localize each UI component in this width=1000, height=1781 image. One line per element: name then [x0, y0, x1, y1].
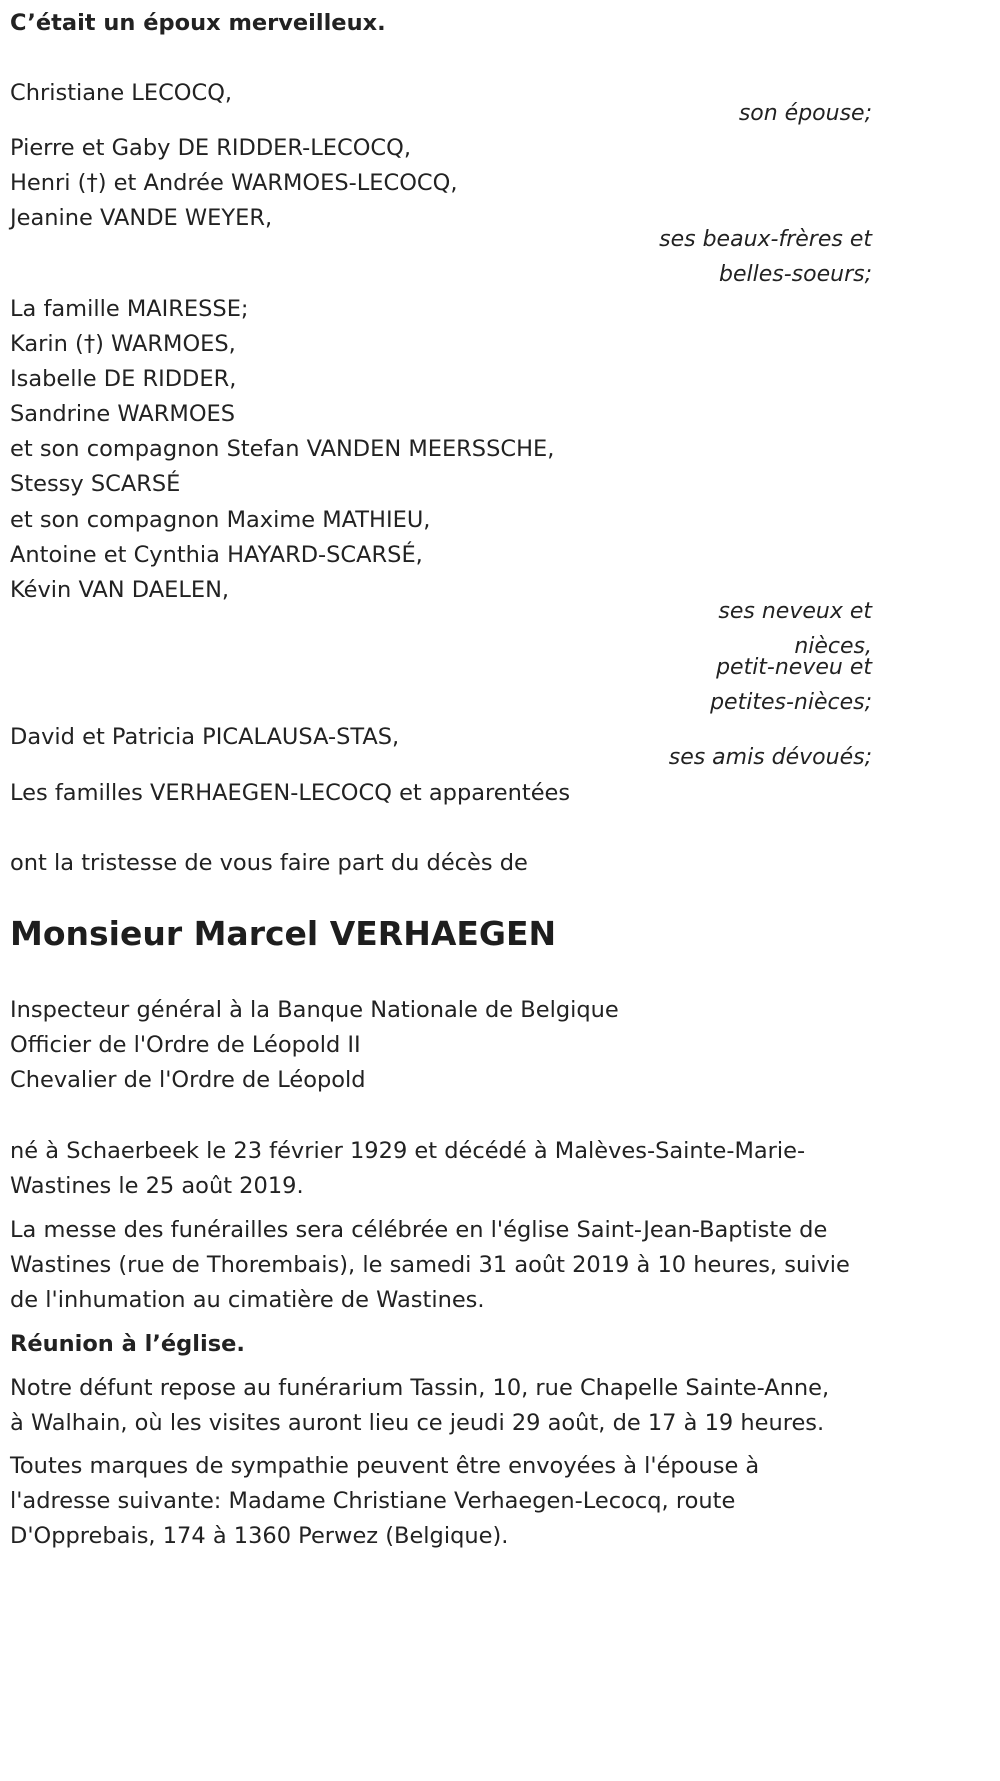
visitation-line: Notre défunt repose au funérarium Tassin, 10, rue Chapelle Sainte-Anne, — [10, 1375, 830, 1401]
nephew-name: et son compagnon Stefan VANDEN MEERSSCHE, — [10, 436, 555, 462]
families-line: Les familles VERHAEGEN-LECOCQ et apparentées — [10, 780, 571, 806]
nephews-role: petit-neveu et — [716, 655, 872, 680]
nephew-name: Antoine et Cynthia HAYARD-SCARSÉ, — [10, 542, 423, 568]
sympathy-line: Toutes marques de sympathie peuvent être envoyées à l'épouse à — [10, 1453, 760, 1479]
intro-line: C’était un époux merveilleux. — [10, 10, 386, 36]
nephew-name: et son compagnon Maxime MATHIEU, — [10, 507, 431, 533]
nephew-name: Kévin VAN DAELEN, — [10, 577, 230, 603]
nephews-role: nièces, — [794, 634, 872, 659]
spouse-role: son épouse; — [738, 101, 872, 126]
in-laws-role: ses beaux-frères et — [659, 227, 872, 252]
nephew-name: Karin (†) WARMOES, — [10, 331, 236, 357]
deceased-name: Monsieur Marcel VERHAEGEN — [10, 914, 557, 953]
title-line: Inspecteur général à la Banque Nationale de Belgique — [10, 997, 619, 1023]
nephew-name: Sandrine WARMOES — [10, 401, 236, 427]
sympathy-line: l'adresse suivante: Madame Christiane Verhaegen-Lecocq, route — [10, 1488, 736, 1514]
birth-death-line: Wastines le 25 août 2019. — [10, 1173, 304, 1199]
in-law-name: Pierre et Gaby DE RIDDER-LECOCQ, — [10, 135, 411, 161]
funeral-line: de l'inhumation au cimatière de Wastines. — [10, 1287, 485, 1313]
meeting-line: Réunion à l’église. — [10, 1331, 245, 1357]
nephew-name: La famille MAIRESSE; — [10, 296, 249, 322]
spouse-name: Christiane LECOCQ, — [10, 80, 233, 106]
title-line: Officier de l'Ordre de Léopold II — [10, 1032, 361, 1058]
funeral-line: Wastines (rue de Thorembais), le samedi 31 août 2019 à 10 heures, suivie — [10, 1252, 850, 1278]
visitation-line: à Walhain, où les visites auront lieu ce jeudi 29 août, de 17 à 19 heures. — [10, 1410, 825, 1436]
nephew-name: Stessy SCARSÉ — [10, 471, 181, 497]
in-laws-role: belles-soeurs; — [719, 262, 872, 287]
sympathy-line: D'Opprebais, 174 à 1360 Perwez (Belgique). — [10, 1523, 509, 1549]
nephew-name: Isabelle DE RIDDER, — [10, 366, 237, 392]
in-law-name: Henri (†) et Andrée WARMOES-LECOCQ, — [10, 170, 458, 196]
friends-role: ses amis dévoués; — [668, 745, 872, 770]
title-line: Chevalier de l'Ordre de Léopold — [10, 1067, 366, 1093]
announcement-line: ont la tristesse de vous faire part du décès de — [10, 850, 528, 876]
nephews-role: ses neveux et — [718, 599, 872, 624]
in-law-name: Jeanine VANDE WEYER, — [10, 205, 273, 231]
funeral-line: La messe des funérailles sera célébrée en l'église Saint-Jean-Baptiste de — [10, 1217, 828, 1243]
friends-name: David et Patricia PICALAUSA-STAS, — [10, 724, 400, 750]
nephews-role: petites-nièces; — [710, 690, 872, 715]
birth-death-line: né à Schaerbeek le 23 février 1929 et décédé à Malèves-Sainte-Marie- — [10, 1138, 806, 1164]
